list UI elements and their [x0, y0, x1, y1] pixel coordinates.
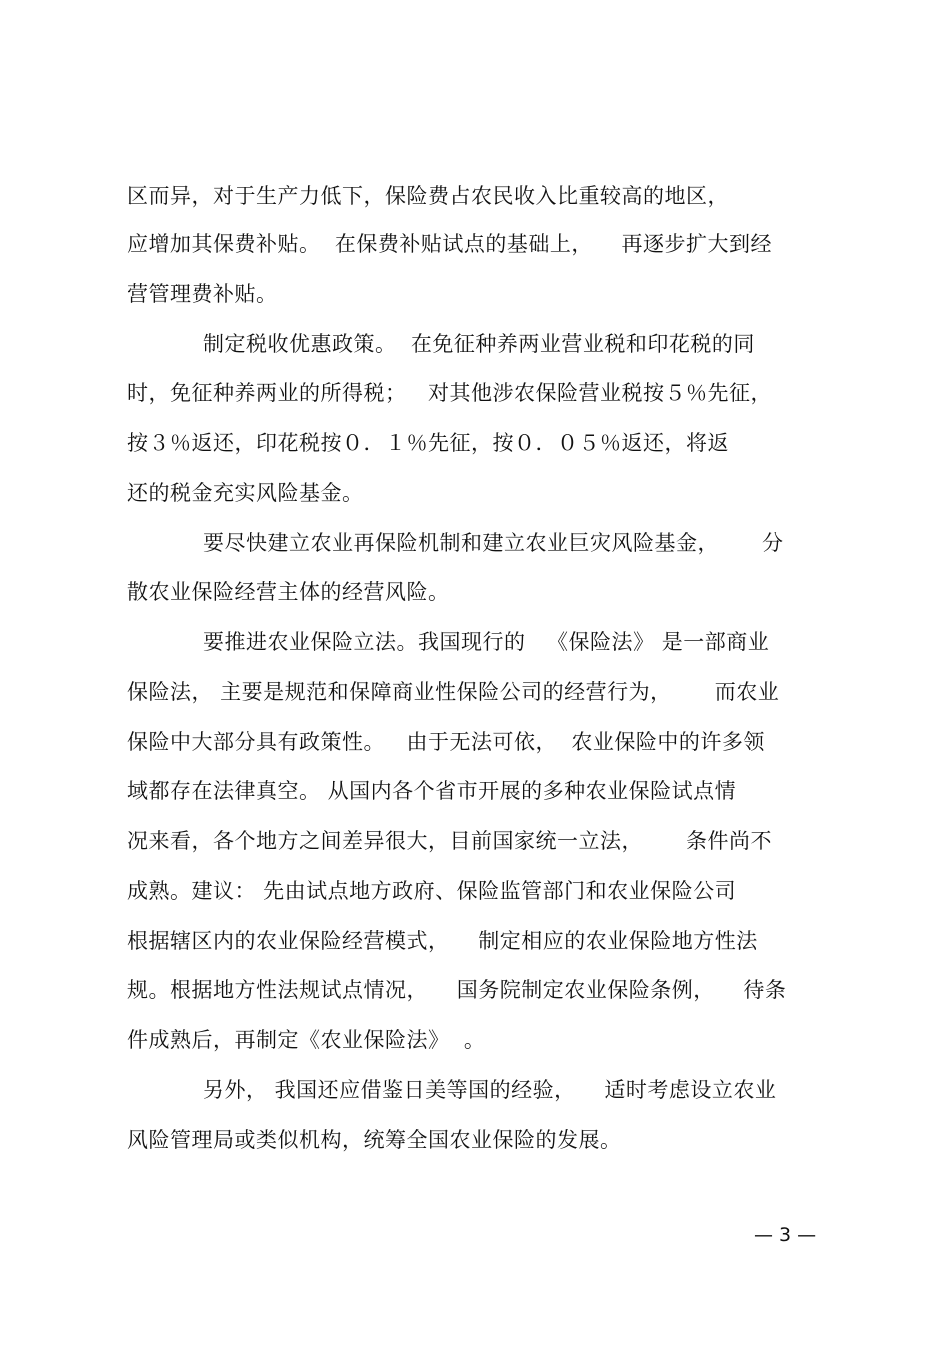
text-line-15: 成熟。建议： 先由试点地方政府、保险监管部门和农业保险公司	[127, 879, 737, 903]
text-line-8: 要尽快建立农业再保险机制和建立农业巨灾风险基金， 分	[203, 531, 784, 555]
text-line-19: 另外， 我国还应借鉴日美等国的经验， 适时考虑设立农业	[203, 1078, 777, 1102]
text-line-12: 保险中大部分具有政策性。 由于无法可依， 农业保险中的许多领	[127, 730, 765, 754]
text-line-2: 应增加其保费补贴。 在保费补贴试点的基础上， 再逐步扩大到经	[127, 232, 773, 256]
text-line-14: 况来看，各个地方之间差异很大，目前国家统一立法， 条件尚不	[127, 829, 773, 853]
text-line-17: 规。根据地方性法规试点情况， 国务院制定农业保险条例， 待条	[127, 978, 787, 1002]
text-line-18: 件成熟后，再制定《农业保险法》 。	[127, 1028, 486, 1052]
page-number: — 3 —	[754, 1224, 817, 1246]
text-line-5: 时，免征种养两业的所得税； 对其他涉农保险营业税按５％先征，	[127, 381, 773, 405]
text-line-1: 区而异，对于生产力低下，保险费占农民收入比重较高的地区，	[127, 184, 729, 208]
text-line-11: 保险法， 主要是规范和保障商业性保险公司的经营行为， 而农业	[127, 680, 780, 704]
text-line-4: 制定税收优惠政策。 在免征种养两业营业税和印花税的同	[203, 332, 755, 356]
text-line-20: 风险管理局或类似机构，统筹全国农业保险的发展。	[127, 1128, 622, 1152]
text-line-6: 按３％返还，印花税按０．１％先征，按０．０５％返还，将返	[127, 431, 729, 455]
text-line-13: 域都存在法律真空。 从国内各个省市开展的多种农业保险试点情	[127, 779, 737, 803]
text-line-3: 营管理费补贴。	[127, 282, 278, 306]
text-line-16: 根据辖区内的农业保险经营模式， 制定相应的农业保险地方性法	[127, 929, 758, 953]
text-line-7: 还的税金充实风险基金。	[127, 481, 364, 505]
text-line-10: 要推进农业保险立法。我国现行的 《保险法》 是一部商业	[203, 630, 770, 654]
text-line-9: 散农业保险经营主体的经营风险。	[127, 580, 450, 604]
